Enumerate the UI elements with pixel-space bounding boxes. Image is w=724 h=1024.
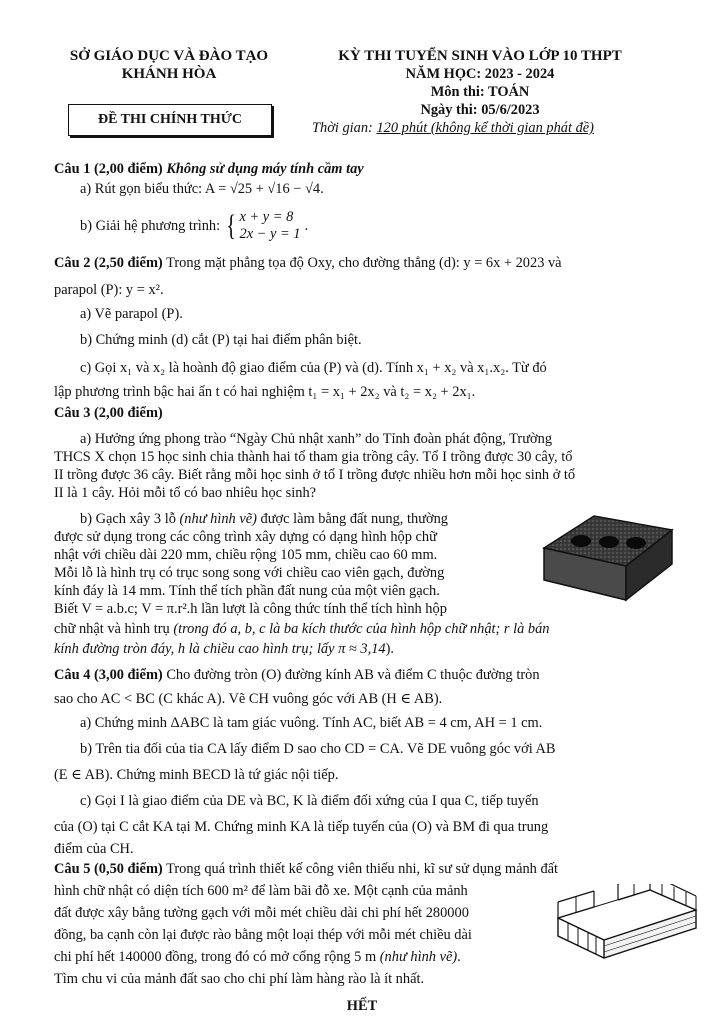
q4-part-a: a) Chứng minh ΔABC là tam giác vuông. Tính AC, biết AB = 4 cm, AH = 1 cm. (80, 715, 543, 731)
end-marker: HẾT (346, 998, 378, 1014)
department-line2: KHÁNH HÒA (121, 66, 217, 82)
q5-line6: Tìm chu vi của mảnh đất sao cho chi phí làm hàng rào là ít nhất. (54, 971, 425, 987)
q4-part-c-line2: của (O) tại C cắt KA tại M. Chứng minh KA là tiếp tuyến của (O) và BM đi qua trung (54, 819, 549, 835)
q1-part-b: b) Giải hệ phương trình: { x + y = 8 2x − y = 1 . (80, 209, 309, 242)
exam-title: KỲ THI TUYỂN SINH VÀO LỚP 10 THPT (338, 48, 622, 64)
q3-b-line7: chữ nhật và hình trụ (trong đó a, b, c là ba kích thước của hình hộp chữ nhật; r là bán (54, 621, 550, 637)
q4-part-b-line1: b) Trên tia đối của tia CA lấy điểm D sao cho CD = CA. Vẽ DE vuông góc với AB (80, 741, 556, 757)
q3-b-line5: kính đáy là 14 mm. Tính thể tích phần đất nung của một viên gạch. (54, 583, 440, 599)
q4-part-c-line1: c) Gọi I là giao điểm của DE và BC, K là điểm đối xứng của I qua C, tiếp tuyến (80, 793, 539, 809)
q5-line5: chi phí hết 140000 đồng, trong đó có mở cổng rộng 5 m (như hình vẽ). (54, 949, 461, 965)
q4-part-c-line3: điểm của CH. (54, 841, 134, 857)
q5-line4: đồng, ba cạnh còn lại được rào bằng một loại thép với mỗi mét chiều dài (54, 927, 472, 943)
school-year: NĂM HỌC: 2023 - 2024 (405, 66, 555, 82)
q2-intro-cont: parapol (P): y = x². (54, 282, 164, 298)
q3-b-line6: Biết V = a.b.c; V = π.r².h lần lượt là công thức tính thể tích hình hộp (54, 601, 447, 617)
q3-b-line4: Mỗi lỗ là hình trụ có trục song song với chiều cao viên gạch, đường (54, 565, 445, 581)
q4-heading: Câu 4 (3,00 điểm) Cho đường tròn (O) đường kính AB và điểm C thuộc đường tròn (54, 667, 540, 683)
q3-b-line3: nhật với chiều dài 220 mm, chiều rộng 105 mm, chiều cao 60 mm. (54, 547, 438, 563)
q2-heading: Câu 2 (2,50 điểm) Trong mặt phẳng tọa độ Oxy, cho đường thẳng (d): y = 6x + 2023 và (54, 255, 562, 271)
brick-hole-3 (626, 537, 646, 549)
q3-a-line4: II là 1 cây. Hỏi mỗi tổ có bao nhiêu học sinh? (54, 485, 317, 501)
official-exam-label: ĐỀ THI CHÍNH THỨC (68, 104, 272, 136)
q2-part-c-line2: lập phương trình bậc hai ẩn t có hai nghiệm t₁ = x₁ + 2x₂ và t₂ = x₂ + 2x₁. (54, 384, 476, 400)
equation-system: x + y = 8 2x − y = 1 (239, 209, 301, 242)
fence-left-rail (558, 918, 604, 940)
q5-line3: đất được xây bằng tường gạch với mỗi mét chiều dài chi phí hết 280000 (54, 905, 469, 921)
department-line1: SỞ GIÁO DỤC VÀ ĐÀO TẠO (69, 48, 269, 64)
q5-heading: Câu 5 (0,50 điểm) Trong quá trình thiết kế công viên thiếu nhi, kĩ sư sử dụng mảnh đất (54, 861, 559, 877)
fence-left (558, 918, 604, 958)
q3-a-line2: THCS X chọn 15 học sinh chia thành hai tổ tham gia trồng cây. Tổ I trồng được 30 cây, tổ (54, 449, 573, 465)
brick-hole-1 (571, 535, 591, 547)
exam-date: Ngày thi: 05/6/2023 (420, 102, 540, 118)
q3-a-line3: II trồng được 36 cây. Biết rằng mỗi học sinh ở tổ I trồng được nhiều hơn mỗi học sinh ở tổ (54, 467, 576, 483)
q1-heading: Câu 1 (2,00 điểm) Không sử dụng máy tính cầm tay (54, 161, 364, 177)
q4-part-b-line2: (E ∈ AB). Chứng minh BECD là tứ giác nội tiếp. (54, 767, 339, 783)
q2-part-b: b) Chứng minh (d) cắt (P) tại hai điểm phân biệt. (80, 332, 362, 348)
fence-posts (568, 923, 596, 954)
system-brace: { (226, 209, 237, 242)
q3-b-line2: được sử dụng trong các công trình xây dựng có dạng hình hộp chữ (54, 529, 437, 545)
brick-figure (536, 508, 678, 604)
q3-heading: Câu 3 (2,00 điểm) (54, 405, 163, 421)
q2-part-c-line1: c) Gọi x₁ và x₂ là hoành độ giao điểm của (P) và (d). Tính x₁ + x₂ và x₁.x₂. Từ đó (80, 360, 547, 376)
q4-intro-cont: sao cho AC < BC (C khác A). Vẽ CH vuông góc với AB (H ∈ AB). (54, 691, 443, 707)
parking-fence-figure (546, 884, 708, 970)
exam-time: Thời gian: 120 phút (không kể thời gian phát đề) (312, 120, 594, 136)
q5-line2: hình chữ nhật có diện tích 600 m² để làm bãi đỗ xe. Một cạnh của mảnh (54, 883, 468, 899)
q3-b-line8: kính đường tròn đáy, h là chiều cao hình trụ; lấy π ≈ 3,14). (54, 641, 394, 657)
q2-part-a: a) Vẽ parapol (P). (80, 306, 183, 322)
subject: Môn thi: TOÁN (430, 84, 530, 100)
brick-hole-2 (599, 536, 619, 548)
q3-a-line1: a) Hưởng ứng phong trào “Ngày Chủ nhật xanh” do Tỉnh đoàn phát động, Trường (80, 431, 553, 447)
q3-b-line1: b) Gạch xây 3 lỗ (như hình vẽ) được làm bằng đất nung, thường (80, 511, 448, 527)
q1-part-a: a) Rút gọn biểu thức: A = √25 + √16 − √4. (80, 181, 324, 197)
brick-wall (604, 910, 696, 958)
